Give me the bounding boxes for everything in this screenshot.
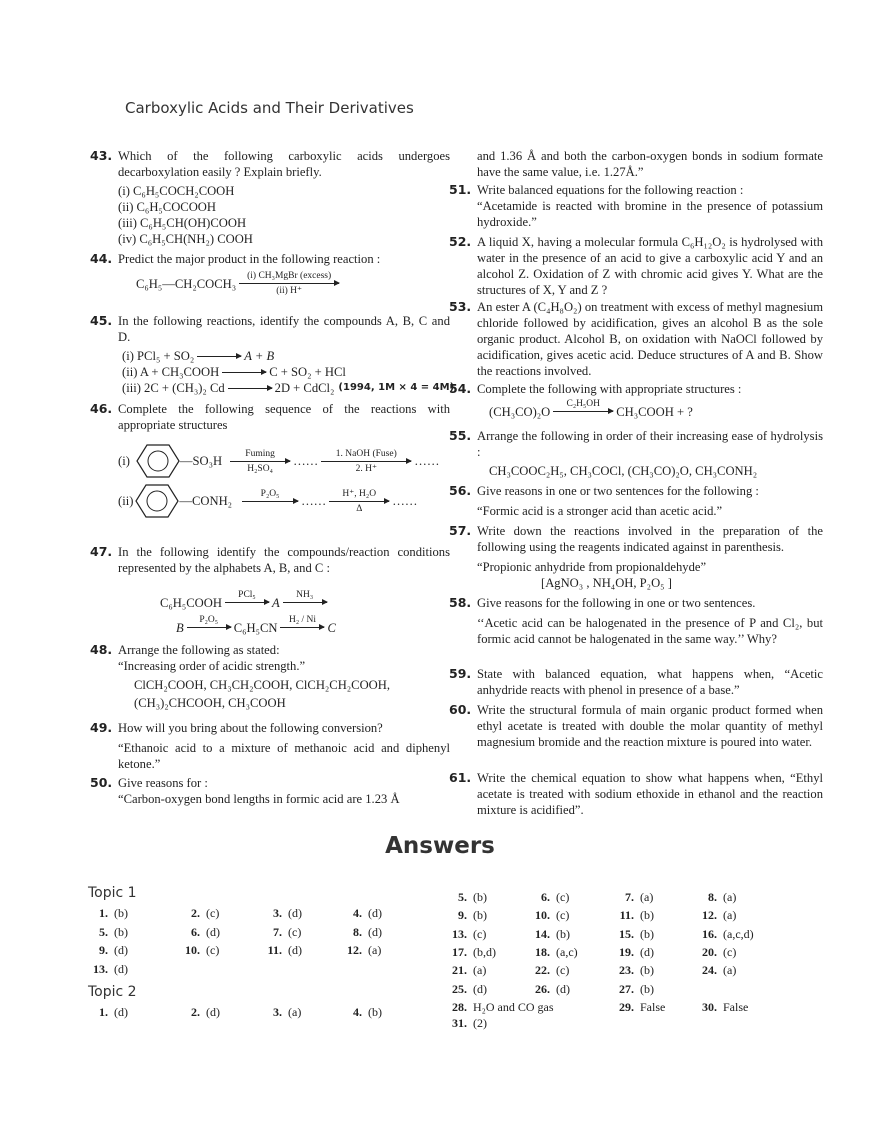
answer-value: (a) — [368, 943, 382, 957]
exam-marks: (1994, 1M × 4 = 4M) — [338, 382, 455, 393]
question-number: 47. — [90, 544, 113, 559]
arrow-label: 1. NaOH (Fuse) — [335, 448, 397, 459]
question-text: A liquid X, having a molecular formula C₆H₁₂O₂ is hydrolysed with water in the presence of an acid to give a carboxylic acid Y and an alcohol Z. Oxidation of Z with chromic acid gives Y. What are the structures of X, Y and Z ? — [477, 235, 823, 297]
answer-item — [697, 944, 736, 960]
answer-number: 11. — [267, 943, 282, 957]
answer-number: 26. — [535, 981, 550, 996]
question-text: Write the chemical equation to show what happens when, “Ethyl acetate is treated with sodium ethoxide in ethanol and the reaction mixture is acidified”. — [477, 771, 823, 817]
question-51 — [449, 182, 823, 230]
reaction-arrow — [230, 449, 290, 474]
answer-number: 13. — [93, 961, 108, 976]
arrow-label: (ii) H⁺ — [276, 286, 303, 296]
answer-number: 1. — [99, 1005, 108, 1019]
answer-item — [262, 905, 302, 921]
question-61 — [449, 770, 823, 818]
answer-value: (a,c) — [556, 944, 578, 959]
arrow-label: NH₃ — [296, 590, 314, 600]
answer-value: (d) — [473, 981, 487, 996]
quote: “Propionic anhydride from propionaldehyde” — [477, 560, 707, 574]
answer-number: 31. — [452, 1016, 467, 1030]
label: (i) — [118, 454, 130, 468]
answer-value: False — [723, 1000, 749, 1014]
answer-value: (b) — [114, 924, 128, 939]
label: (ii) — [118, 494, 134, 508]
answer-number: 8. — [353, 924, 362, 939]
arrow-label: PCl₅ — [238, 590, 256, 600]
reaction — [136, 271, 450, 296]
question-text: Give reasons in one or two sentences for the following : — [477, 484, 759, 498]
answer-value: (b) — [640, 963, 654, 978]
question-text: An ester A (C₄H₈O₂) on treatment with excess of methyl magnesium chloride followed by acidification, gives an alcohol B as the sole organic product. Alcohol B, on oxidation with NaOCl followed by acidification, gives acetic acid. Deduce structures of A and B. Show the reactions involved. — [477, 300, 823, 378]
compound-list: ClCH₂COOH, CH₃CH₂COOH, ClCH₂CH₂COOH, — [134, 678, 391, 692]
arrow-label: H₂SO₄ — [247, 463, 273, 474]
answer-item — [614, 962, 654, 978]
question-number: 45. — [90, 313, 113, 328]
products: 2D + CdCl₂ — [274, 381, 335, 395]
answer-value: (d) — [114, 961, 128, 976]
answer-value: (c) — [723, 944, 737, 959]
answer-item — [342, 905, 382, 921]
answer-value: (2) — [473, 1016, 487, 1030]
answer-number: 2. — [191, 1005, 200, 1019]
answer-item — [697, 889, 736, 905]
benzene-ring-icon — [136, 443, 180, 479]
question-44 — [90, 251, 450, 300]
arrow-label: Fuming — [245, 448, 275, 459]
question-text: Write down the reactions involved in the preparation of the following using the reagents indicated against in parenthesis. — [477, 524, 823, 554]
answer-item — [342, 1004, 382, 1020]
reaction-ii: (ii) — CONH₂ P₂O₅ …… H⁺, H₂O Δ …… — [118, 483, 450, 519]
arrow-label: 2. H⁺ — [355, 463, 377, 474]
answer-item — [530, 907, 569, 923]
question-52 — [449, 234, 823, 298]
products: A + B — [244, 349, 275, 363]
answer-number: 12. — [347, 943, 362, 957]
answer-number: 19. — [619, 944, 634, 959]
answer-item — [447, 981, 487, 997]
answer-number: 30. — [702, 1000, 717, 1014]
question-43 — [90, 148, 450, 247]
answer-number: 15. — [619, 926, 634, 941]
answer-item — [447, 889, 487, 905]
question-number: 59. — [449, 666, 472, 681]
answer-item — [88, 942, 128, 958]
answer-item — [614, 889, 653, 905]
reagents: [AgNO₃ , NH₄OH, P₂O₅ ] — [541, 576, 672, 590]
answer-number: 18. — [535, 944, 550, 959]
answer-value: (d) — [288, 906, 302, 920]
group: SO₃H — [192, 454, 223, 468]
question-text: Complete the following sequence of the reactions with appropriate structures — [118, 402, 450, 432]
answer-number: 24. — [702, 963, 717, 978]
answer-number: 5. — [99, 924, 108, 939]
answer-item — [447, 962, 486, 978]
compound-list: (CH₃)₂CHCOOH, CH₃COOH — [134, 696, 286, 710]
product: CH₃COOH + ? — [616, 404, 693, 419]
answer-number: 20. — [702, 944, 717, 959]
question-text: Write the structural formula of main organic product formed when ethyl acetate is treated with double the molar quantity of methyl magnesium bromide and the reaction mixture is poured into water. — [477, 703, 823, 749]
reactant: (CH₃CO)₂O — [489, 404, 551, 419]
answer-number: 22. — [535, 963, 550, 978]
answer-item — [530, 962, 569, 978]
reaction-arrow — [283, 590, 327, 615]
quote: “Ethanoic acid to a mixture of methanoic acid and diphenyl ketone.” — [118, 741, 450, 771]
answer-item — [447, 926, 486, 942]
answers-heading: Answers — [385, 833, 495, 859]
answer-item — [697, 926, 754, 942]
compound: A — [271, 595, 280, 610]
answer-item — [262, 942, 302, 958]
question-number: 44. — [90, 251, 113, 266]
question-46 — [90, 401, 450, 523]
answer-value: (a) — [288, 1005, 302, 1019]
answer-number: 21. — [452, 963, 467, 978]
answer-item — [697, 962, 736, 978]
question-number: 54. — [449, 381, 472, 396]
answer-item — [697, 999, 748, 1015]
answer-number: 5. — [458, 890, 467, 904]
answer-number: 10. — [535, 908, 550, 923]
answer-value: (a) — [640, 890, 654, 904]
question-text: State with balanced equation, what happens when, “Acetic anhydride reacts with phenol in presence of a base.” — [477, 667, 823, 697]
question-57 — [449, 523, 823, 591]
answer-item — [447, 907, 487, 923]
blank: …… — [301, 494, 327, 508]
answer-value: (c) — [288, 924, 302, 939]
reactant: C₆H₅—CH₂COCH₃ — [136, 276, 237, 291]
answer-number: 16. — [702, 926, 717, 941]
answer-value: (d) — [368, 924, 382, 939]
answer-item — [530, 981, 570, 997]
answer-number: 13. — [452, 926, 467, 941]
answer-number: 2. — [191, 906, 200, 920]
compound: C — [327, 620, 336, 635]
reaction-arrow — [225, 590, 269, 615]
answer-value: (d) — [206, 924, 220, 939]
question-text: In the following identify the compounds/reaction conditions represented by the alphabets A, B, and C : — [118, 545, 450, 575]
answer-value: (b) — [473, 890, 487, 904]
answer-number: 27. — [619, 981, 634, 996]
question-number: 49. — [90, 720, 113, 735]
answer-item — [180, 1004, 220, 1020]
question-number: 57. — [449, 523, 472, 538]
answer-value: (a) — [473, 963, 487, 978]
answer-value: (c) — [556, 963, 570, 978]
reaction-arrow — [239, 271, 339, 296]
question-text: Give reasons for : — [118, 776, 208, 790]
answer-number: 14. — [535, 926, 550, 941]
quote: ‘‘Acetic acid can be halogenated in the presence of P and Cl₂, but formic acid cannot be halogenated in the same way.’’ Why? — [477, 616, 823, 646]
question-number: 46. — [90, 401, 113, 416]
question-text: In the following reactions, identify the compounds A, B, C and D. — [118, 314, 450, 344]
arrow-label: P₂O₅ — [199, 615, 219, 625]
reaction-arrow — [197, 354, 241, 359]
question-number: 56. — [449, 483, 472, 498]
answer-item — [614, 944, 654, 960]
answer-value: (d) — [288, 943, 302, 957]
answer-number: 9. — [458, 908, 467, 923]
quote: “Carbon-oxygen bond lengths in formic acid are 1.23 Å — [118, 792, 400, 806]
arrow-label: Δ — [356, 503, 363, 514]
answer-value: (b) — [640, 908, 654, 923]
answer-value: (b) — [473, 908, 487, 923]
answer-value: (d) — [368, 906, 382, 920]
answer-item — [614, 926, 654, 942]
answer-item — [88, 924, 128, 940]
answer-number: 7. — [625, 890, 634, 904]
question-text: Predict the major product in the following reaction : — [118, 252, 381, 266]
answer-number: 3. — [273, 1005, 282, 1019]
blank: …… — [392, 494, 418, 508]
reaction-arrow — [329, 489, 389, 514]
answer-number: 29. — [619, 1000, 634, 1014]
answer-item — [88, 961, 128, 977]
answer-value: (c) — [556, 908, 570, 923]
reaction-arrow — [321, 449, 411, 474]
option: (iv) C₆H₅CH(NH₂) COOH — [118, 232, 253, 246]
answer-value: (d) — [206, 1005, 220, 1019]
question-56 — [449, 483, 823, 519]
answer-item — [180, 942, 219, 958]
option: (i) C₆H₅COCH₂COOH — [118, 184, 235, 198]
reactants: (i) PCl₅ + SO₂ — [122, 349, 195, 363]
answer-value: (c) — [556, 890, 570, 904]
reaction-arrow — [222, 370, 266, 375]
answer-number: 8. — [708, 890, 717, 904]
answer-item — [342, 942, 381, 958]
answer-item — [88, 1004, 128, 1020]
running-header: Carboxylic Acids and Their Derivatives — [125, 99, 414, 117]
question-text: How will you bring about the following conversion? — [118, 721, 383, 735]
option: (iii) C₆H₅CH(OH)COOH — [118, 216, 247, 230]
question-number: 55. — [449, 428, 472, 443]
answer-number: 25. — [452, 981, 467, 996]
reaction-arrow — [187, 615, 231, 640]
answer-item — [530, 926, 570, 942]
answer-value: (d) — [114, 943, 128, 957]
answer-item — [262, 1004, 301, 1020]
question-50 — [90, 775, 450, 807]
question-number: 43. — [90, 148, 113, 163]
answer-item — [262, 924, 301, 940]
answer-number: 6. — [191, 924, 200, 939]
answer-value: (a) — [723, 908, 737, 923]
quote: and 1.36 Å and both the carbon-oxygen bonds in sodium formate have the same value, i.e. 1.27Å.” — [477, 149, 823, 179]
question-number: 61. — [449, 770, 472, 785]
answer-value: (c) — [206, 906, 220, 920]
answer-number: 11. — [619, 908, 634, 923]
question-49 — [90, 720, 450, 772]
answer-number: 17. — [452, 944, 467, 959]
answer-value: (b) — [556, 926, 570, 941]
reaction-arrow — [280, 615, 324, 640]
topic-1-heading: Topic 1 — [88, 885, 137, 901]
answer-item — [530, 944, 578, 960]
question-54 — [449, 381, 823, 424]
answer-item — [614, 999, 665, 1015]
option: (ii) C₆H₅COCOOH — [118, 200, 216, 214]
answer-item — [614, 981, 654, 997]
answer-number: 23. — [619, 963, 634, 978]
answer-value: (b) — [640, 981, 654, 996]
reaction-arrow — [553, 399, 613, 424]
benzene-ring-icon — [135, 483, 179, 519]
answer-item — [180, 924, 220, 940]
question-number: 51. — [449, 182, 472, 197]
reaction-arrow — [228, 386, 272, 391]
question-55 — [449, 428, 823, 479]
answer-value: (c) — [473, 926, 487, 941]
answer-item — [88, 905, 128, 921]
question-number: 60. — [449, 702, 472, 717]
compound: B — [176, 620, 184, 635]
answer-number: 6. — [541, 890, 550, 904]
answer-item — [697, 907, 736, 923]
answer-value: (b) — [640, 926, 654, 941]
arrow-label: H₂ / Ni — [288, 615, 317, 625]
answer-number: 7. — [273, 924, 282, 939]
question-60 — [449, 702, 823, 750]
answer-item — [530, 889, 569, 905]
answer-value: (c) — [206, 943, 220, 957]
answer-value: (a) — [723, 963, 737, 978]
question-number: 48. — [90, 642, 113, 657]
question-47 — [90, 544, 450, 640]
answer-value: (b) — [114, 906, 128, 920]
question-48 — [90, 642, 450, 712]
answer-value: (d) — [114, 1005, 128, 1019]
arrow-label: C₂H₅OH — [566, 399, 601, 409]
question-number: 58. — [449, 595, 472, 610]
question-45 — [90, 313, 455, 396]
blank: …… — [414, 454, 440, 468]
question-number: 50. — [90, 775, 113, 790]
answer-item — [180, 905, 219, 921]
question-text: Complete the following with appropriate structures : — [477, 382, 742, 396]
products: C + SO₂ + HCl — [269, 365, 346, 379]
question-59 — [449, 666, 823, 698]
arrow-label: H⁺, H₂O — [342, 488, 377, 499]
answer-value: (a) — [723, 890, 737, 904]
answer-value: (b,d) — [473, 944, 496, 959]
topic-2-heading: Topic 2 — [88, 984, 137, 1000]
question-text: Arrange the following as stated: — [118, 643, 280, 657]
arrow-label: (i) CH₃MgBr (excess) — [247, 271, 332, 281]
reaction-arrow — [242, 489, 298, 514]
compound-list: CH₃COOC₂H₅, CH₃COCl, (CH₃CO)₂O, CH₃CONH₂ — [489, 464, 758, 478]
question-50-continued — [477, 148, 823, 180]
answer-number: 3. — [273, 906, 282, 920]
question-text: Arrange the following in order of their increasing ease of hydrolysis : — [477, 429, 823, 459]
compound: C₆H₅CN — [233, 620, 278, 635]
reaction-i: (i) — SO₃H Fuming H₂SO₄ …… 1. NaOH (Fuse) 2. H⁺ …… — [118, 443, 450, 479]
answer-item — [447, 1015, 487, 1031]
question-number: 52. — [449, 234, 472, 249]
answer-number: 28. — [452, 1000, 467, 1014]
question-text: Give reasons for the following in one or two sentences. — [477, 596, 756, 610]
blank: …… — [293, 454, 319, 468]
answer-item — [614, 907, 654, 923]
answer-item — [447, 999, 554, 1015]
answer-value: H₂O and CO gas — [473, 1000, 554, 1014]
answer-item — [447, 944, 496, 960]
answer-number: 12. — [702, 908, 717, 923]
compound: C₆H₅COOH — [160, 595, 222, 610]
answer-number: 10. — [185, 943, 200, 957]
quote: “Acetamide is reacted with bromine in the presence of potassium hydroxide.” — [477, 199, 823, 229]
answer-item — [342, 924, 382, 940]
answer-value: (d) — [556, 981, 570, 996]
answer-number: 4. — [353, 1005, 362, 1019]
question-text: Write balanced equations for the following reaction : — [477, 183, 744, 197]
question-text: Which of the following carboxylic acids undergoes decarboxylation easily ? Explain briefly. — [118, 149, 450, 179]
answer-value: (a,c,d) — [723, 926, 754, 941]
quote: “Formic acid is a stronger acid than acetic acid.” — [477, 504, 723, 518]
arrow-label: P₂O₅ — [260, 488, 280, 499]
question-53 — [449, 299, 823, 379]
reactants: (iii) 2C + (CH₃)₂ Cd — [122, 381, 225, 395]
question-58 — [449, 595, 823, 647]
answer-number: 4. — [353, 906, 362, 920]
answer-number: 1. — [99, 906, 108, 920]
quote: “Increasing order of acidic strength.” — [118, 659, 306, 673]
answer-value: (d) — [640, 944, 654, 959]
answer-value: (b) — [368, 1005, 382, 1019]
answer-number: 9. — [99, 943, 108, 957]
reactants: (ii) A + CH₃COOH — [122, 365, 220, 379]
answer-value: False — [640, 1000, 666, 1014]
group: CONH₂ — [191, 494, 233, 508]
question-number: 53. — [449, 299, 472, 314]
